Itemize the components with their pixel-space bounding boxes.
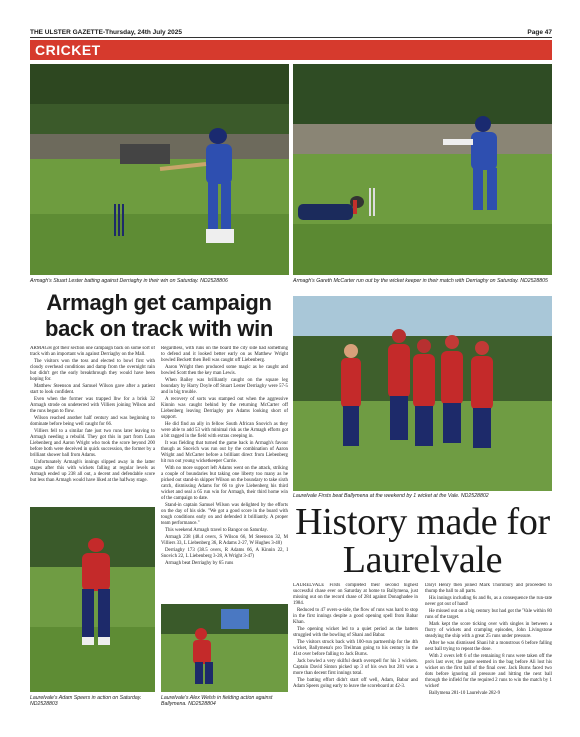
story1-paragraph: Armagh 238 (48.4 overs, S Wilson 66, M Steenson 32, M Villiers 33, L Liebenberg 36, R Adams 2-27, W Hughes 3-40) (161, 535, 288, 546)
story1-column-1 (30, 346, 155, 503)
caption-photo5: Laurelvale's Alex Welsh in fielding action against Ballymena. ND2528804 (161, 695, 273, 708)
photo-laurelvale-team (293, 296, 552, 491)
story1-paragraph: Aaron Wright then produced some magic as he caught and bowled Scott then the key man Lewis. (161, 365, 288, 376)
story2-paragraph: He missed out on a big century but had got the 'Vale within 80 runs of the target. (425, 609, 552, 620)
story1-paragraph: Stand-in captain Samuel Wilson was delighted by the efforts on the day of his side. "We got a good score in the board with tough conditions early on and defended it brilliantly. A proper team performance." (161, 503, 288, 526)
story1-paragraph: It was fielding that turned the game back in Armagh's favour though as Snovich was run out by the combination of Aaron Wright and McCarter before a brilliant direct from Liebenberg hit run out young wicketkeeper Currie. (161, 441, 288, 464)
story1-column-2 (161, 346, 288, 602)
photo-armagh-batsman (30, 64, 289, 275)
story2-paragraph: The visitors struck back with 100-run partnership for the 4th wicket, Ballymena's pro Treilman going to his century in the 41st over before falling to Jack Burns. (293, 640, 418, 657)
story1-paragraph: When Bailey was brilliantly caught on the square leg boundary by Harry Doyle off Stuart Lester Derriaghy were 57-5 and in big trouble. (161, 378, 288, 395)
story1-paragraph: With no more support left Adams went on the attack, striking a couple of boundaries but taking one liberty too many as he picked out stand-in skipper Wilson on the boundary to take sixth catch, dismissing Adams for 66 to give Liebenberg his third wicket and seal a 65 run win for Armagh, their third home win of the campaign to date. (161, 466, 288, 501)
story2-paragraph: After he was dismissed Shani hit a monstrous 6 before falling next ball trying to repeat the dose. (425, 641, 552, 652)
story2-column-1 (293, 583, 418, 733)
story2-paragraph: With 2 overs left 6 of the remaining 8 runs were taken off the pro's last over, the game seemed in the bag before Ali lost his wicket on the first ball of the final over. Jack Burns faced two dots before ignoring all pressure and hitting the next ball through the infield for the required 2 runs to win the match by 1 wicket! (425, 654, 552, 689)
story1-paragraph: A recovery of sorts was stamped out when the aggressive Kinnin was caught behind by the returning McCarter off Liebenberg leaving Derriaghy pro Adams looking short of support. (161, 397, 288, 420)
masthead-date: THE ULSTER GAZETTE-Thursday, 24th July 2025 (30, 29, 182, 36)
masthead-rule (30, 37, 552, 38)
story1-paragraph: Derriaghy 173 (38.5 overs, R Adams 66, A Kinnin 22, I Snovich 22, L Liebenberg 3-28, A Wright 3-47) (161, 548, 288, 559)
story1-paragraph: Regardless, with runs on the board the city side had something to defend and it looked better early on as Matthew Wright bowled Beckett then Bell was caught off Liebenberg. (161, 346, 288, 363)
story1-paragraph: Villiers fell to a similar fate just two runs later leaving to Armagh needing a rebuild. They got this in part from Loan Liebenberg and Aaron Wright who took the score beyond 200 before both were deceived in quick succession, the former by a brilliant shower ball from Adams. (30, 429, 155, 458)
story2-headline: History made for Laurelvale (295, 501, 550, 581)
photo-alex-welsh (161, 604, 288, 692)
story2-paragraph: The batting effort didn't start off well, Adam, Babar and Adam Speers going early to leave the scoreboard at 42-3. (293, 678, 418, 689)
story2-paragraph: Ballymena 281-10 Laurelvale 282-9 (429, 691, 501, 696)
story2-paragraph: Mark kept the score ticking over with singles in between a flurry of wickets and cramping episodes, John Livingstone steadying the ship with a great 25 runs under pressure. (425, 622, 552, 639)
story1-paragraph: Unfortunately Armagh's innings slipped away in the latter stages after this with wickets falling at regular levels as Armagh ended up 238 all out, a decent and defendable score but less than Armagh would have liked at the halfway stage. (30, 460, 155, 483)
story1-paragraph: He did find an ally in fellow South African Snovich as they were able to add 53 with minimal risk as the Armagh efforts got a bit ragged in the field with extras creeping in. (161, 422, 288, 439)
story1-headline: Armagh get campaign back on track with win (44, 290, 274, 341)
story1-paragraph: Armagh beat Derriaghy by 65 runs (165, 561, 234, 566)
page-number: Page 47 (527, 29, 552, 36)
story2-paragraph: His innings including 6s and 8s, as a consequence the run-rate never got out of hand! (425, 596, 552, 607)
caption-photo4: Laurelvale's Adam Speers in action on Saturday. ND2528803 (30, 695, 142, 708)
caption-photo2: Armagh's Gareth McCarter run out by the wicket keeper in their match with Derriaghy on Saturday. ND2528805 (293, 278, 548, 284)
section-bar (30, 40, 552, 60)
story2-paragraph: LAURELVALE Firsts completed their second highest successful chase ever on Saturday at home to Ballymena, just missing out on the record chase of 284 against Donaghadee in 1984. (293, 583, 418, 606)
story2-paragraph: Reduced to 47 overs-a-side, the flow of runs was hard to stop in the first innings despite a good opening spell from Babar Khan. (293, 608, 418, 625)
story1-paragraph: ARMAGH got their section one campaign back on some sort of track with an important win against Derriaghy on the Mall. (30, 346, 155, 357)
story2-paragraph: The opening wicket led to a quiet period as the batters struggled with the bowling of Shani and Babar. (293, 627, 418, 638)
story1-paragraph: Even when the former was trapped lbw for a brisk 32 Armagh strode on undeterred with Villiers joining Wilson and the runs began to flow. (30, 397, 155, 414)
section-label: CRICKET (35, 42, 101, 58)
story1-paragraph: Matthew Steenson and Samuel Wilson gave after a patient start to look confident. (30, 384, 155, 395)
story2-paragraph: Jack bowled a very skilful death overspell for his 3 wickets. Captain David Sinton picked up 3 of his own but 281 was a more than decent first innings total. (293, 659, 418, 676)
story1-paragraph: The visitors won the toss and elected to bowl first with cloudy overhead conditions and damp from the overnight rain but didn't get the early breakthrough they would have been hoping for. (30, 359, 155, 382)
caption-photo3: Laurelvale Firsts beat Ballymena at the weekend by 1 wicket at the Vale. ND2528802 (293, 493, 489, 499)
photo-armagh-run-out (293, 64, 552, 275)
story2-paragraph: Daryl Henry then joined Mark Thornbury and proceeded to thump the ball to all parts. (425, 583, 552, 594)
caption-photo1: Armagh's Stuart Lester batting against Derriaghy in their win on Saturday. ND2528806 (30, 278, 228, 284)
story1-paragraph: This weekend Armagh travel to Bangor on Saturday. (165, 528, 268, 533)
story1-paragraph: Wilson reached another half century and was beginning to dominate before being well caught for 66. (30, 416, 155, 427)
photo-adam-speers (30, 507, 155, 692)
story2-column-2 (425, 583, 552, 733)
